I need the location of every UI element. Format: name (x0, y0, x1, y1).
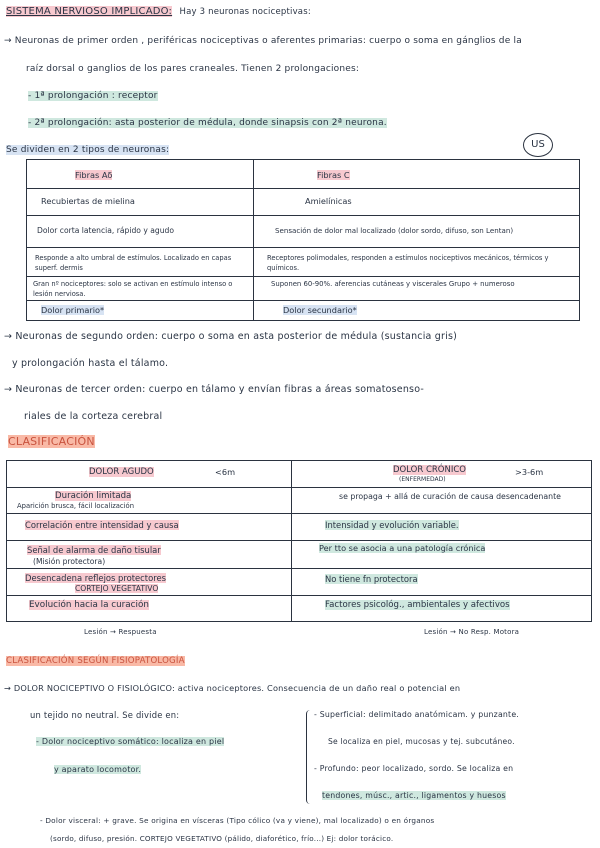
fibers-row-4-right: Suponen 60-90%. aferencias cutáneas y viscerales Grupo + numeroso (271, 280, 515, 288)
tipos-neuronas-intro: Se dividen en 2 tipos de neuronas: (6, 145, 170, 155)
cronico-row-3: Per tto se asocia a una patología crónica (319, 543, 486, 553)
fibers-row-1-left: Recubiertas de mielina (41, 196, 135, 206)
segundo-orden-line-2: y prolongación hasta el tálamo. (12, 358, 169, 369)
cronico-row-1: se propaga + allá de curación de causa desencadenante (339, 492, 561, 501)
segundo-orden-line-1: → Neuronas de segundo orden: cuerpo o soma en asta posterior de médula (sustancia gris) (4, 331, 458, 342)
superficial-line-1: - Superficial: delimitado anatómicam. y punzante. (314, 710, 519, 719)
dolor-agudo-header: DOLOR AGUDO (89, 467, 154, 477)
dolor-cronico-sub: (ENFERMEDAD) (399, 476, 446, 483)
somatico-brace (306, 710, 313, 804)
fibers-row-3-right: Receptores polimodales, responden a estímulos nociceptivos mecánicos, térmicos y químicos. (267, 254, 549, 272)
dolor-cronico-header: DOLOR CRÓNICO (393, 465, 466, 475)
fisiopatologia-title: CLASIFICACIÓN SEGÚN FISIOPATOLOGÍA (6, 656, 185, 666)
fisiopatologia-line-1: → DOLOR NOCICEPTIVO O FISIOLÓGICO: activa nociceptores. Consecuencia de un daño real o potencial en (4, 683, 461, 693)
prolongacion-1: - 1ª prolongación : receptor (28, 91, 158, 101)
somatico-line-2: y aparato locomotor. (54, 765, 142, 774)
somatico-line-1: - Dolor nociceptivo somático: localiza en piel (36, 737, 225, 746)
cronico-note: Lesión → No Resp. Motora (424, 628, 520, 636)
agudo-row-4-sub: CORTEJO VEGETATIVO (75, 584, 159, 593)
agudo-row-3: Señal de alarma de daño tisular (27, 545, 161, 555)
us-stamp: US (523, 133, 553, 157)
agudo-row-2: Correlación entre intensidad y causa (25, 520, 179, 530)
visceral-line-1: - Dolor visceral: + grave. Se origina en vísceras (Tipo cólico (va y viene), mal localizado) o en órganos (40, 816, 435, 825)
fibers-row-2-right: Sensación de dolor mal localizado (dolor sordo, difuso, son Lentan) (275, 226, 514, 235)
primer-orden-line-2: raíz dorsal o ganglios de los pares craneales. Tienen 2 prolongaciones: (26, 64, 360, 74)
fisiopatologia-line-2: un tejido no neutral. Se divide en: (30, 710, 180, 720)
agudo-row-4: Desencadena reflejos protectores (25, 573, 166, 583)
page-subtitle: Hay 3 neuronas nociceptivas: (179, 7, 311, 17)
cronico-row-2: Intensidad y evolución variable. (325, 520, 459, 530)
dolor-cronico-time: >3-6m (515, 467, 544, 477)
cronico-row-5: Factores psicológ., ambientales y afectivos (325, 600, 510, 610)
fibers-row-3-left: Responde a alto umbral de estímulos. Localizado en capas superf. dermis (35, 254, 232, 272)
fibers-row-5-right: Dolor secundario* (283, 305, 357, 315)
agudo-row-1-sub: Aparición brusca, fácil localización (17, 502, 135, 510)
fibers-row-4-left: Gran nº nociceptores: solo se activan en estímulo intenso o lesión nerviosa. (33, 280, 233, 298)
profundo-line-1: - Profundo: peor localizado, sordo. Se localiza en (314, 764, 514, 773)
fibers-table (26, 159, 580, 321)
clasificacion-title: CLASIFICACIÓN (8, 435, 95, 448)
fibers-header-adelta: Fibras Aδ (75, 170, 113, 180)
agudo-row-3-sub: (Misión protectora) (33, 557, 106, 566)
tercer-orden-line-2: riales de la corteza cerebral (24, 411, 163, 422)
agudo-row-1: Duración limitada (55, 491, 132, 501)
profundo-line-2: tendones, músc., artic., ligamentos y huesos (322, 791, 506, 800)
visceral-line-2: (sordo, difuso, presión. CORTEJO VEGETATIVO (pálido, diaforético, frío...) Ej: dolor torácico. (50, 834, 394, 843)
fibers-row-1-right: Amielínicas (305, 196, 352, 206)
fibers-row-5-left: Dolor primario* (41, 305, 105, 315)
primer-orden-line-1: → Neuronas de primer orden , periféricas nociceptivas o aferentes primarias: cuerpo o soma en gánglios de la (4, 36, 522, 46)
fibers-header-c: Fibras C (317, 170, 350, 180)
cronico-row-4: No tiene fn protectora (325, 574, 418, 584)
agudo-row-5: Evolución hacia la curación (29, 600, 149, 610)
agudo-note: Lesión → Respuesta (84, 628, 157, 636)
prolongacion-2: - 2ª prolongación: asta posterior de médula, donde sinapsis con 2ª neurona. (28, 118, 387, 128)
tercer-orden-line-1: → Neuronas de tercer orden: cuerpo en tálamo y envían fibras a áreas somatosenso- (4, 384, 425, 395)
fibers-row-2-left: Dolor corta latencia, rápido y agudo (37, 226, 175, 235)
page-title: SISTEMA NERVIOSO IMPLICADO: (6, 6, 173, 17)
superficial-line-2: Se localiza en piel, mucosas y tej. subcutáneo. (328, 737, 515, 746)
dolor-agudo-time: <6m (215, 467, 236, 477)
clasificacion-table (6, 460, 592, 622)
